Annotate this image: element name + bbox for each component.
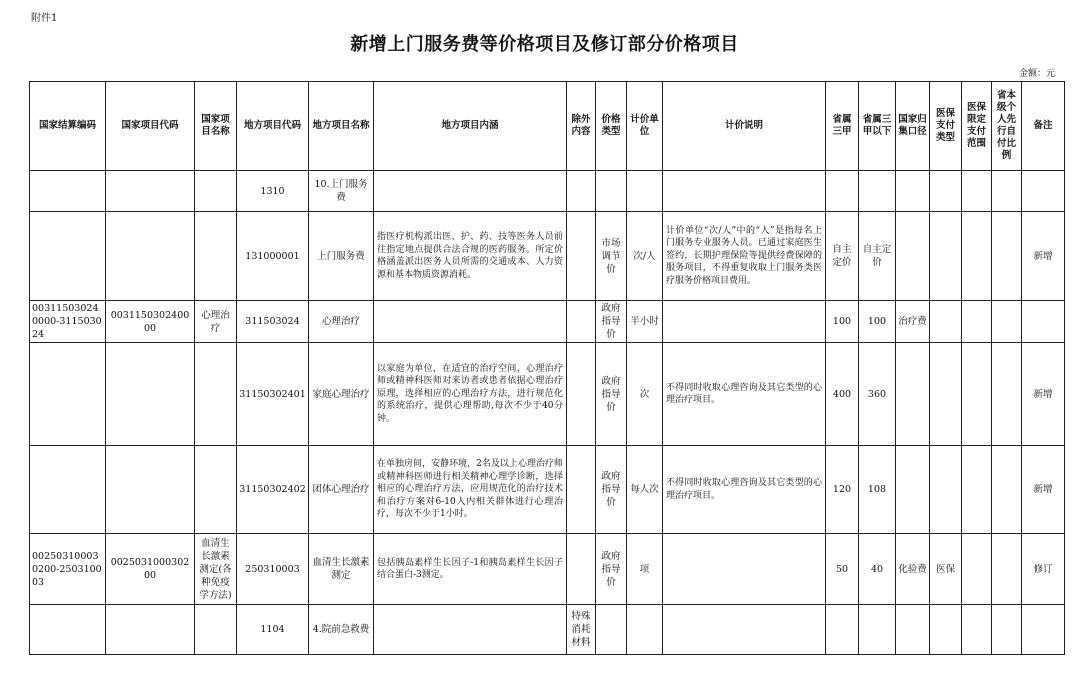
cell-national-code: 003115030240000 xyxy=(106,301,195,343)
header-insurance-type: 医保支付类型 xyxy=(930,82,962,171)
cell-exclusions xyxy=(567,171,596,212)
cell-self-pay xyxy=(992,171,1022,212)
cell-notes: 不得同时收取心理咨询及其它类型的心理治疗项目。 xyxy=(663,343,826,446)
cell-content: 指医疗机构派出医、护、药、技等医务人员前往指定地点提供合法合规的医药服务。所定价格涵盖派出医务人员所需的交通成本、人力资源和基本物质资源消耗。 xyxy=(374,212,567,301)
table-row xyxy=(30,212,1065,301)
cell-category: 化验费 xyxy=(896,534,930,605)
cell-category xyxy=(896,343,930,446)
cell-local-code: 250310003 xyxy=(237,534,309,605)
cell-settlement-code xyxy=(30,212,106,301)
header-self-pay-ratio: 省本级个人先行自付比例 xyxy=(992,82,1022,171)
cell-insurance-limit xyxy=(962,343,992,446)
table-row xyxy=(30,605,1065,655)
cell-local-name: 4.院前急救费 xyxy=(309,605,374,655)
cell-insurance xyxy=(930,171,962,212)
cell-national-name: 血清生长激素测定(各种免疫学方法) xyxy=(195,534,237,605)
table-row xyxy=(30,343,1065,446)
cell-settlement-code xyxy=(30,343,106,446)
cell-price-type: 市场调节价 xyxy=(596,212,627,301)
cell-price-type xyxy=(596,171,627,212)
cell-tier3a xyxy=(826,171,859,212)
cell-below: 360 xyxy=(859,343,896,446)
cell-settlement-code: 002503100030200-250310003 xyxy=(30,534,106,605)
cell-self-pay xyxy=(992,605,1022,655)
cell-unit: 每人次 xyxy=(627,446,663,534)
cell-local-code: 311503024 xyxy=(237,301,309,343)
table-row xyxy=(30,534,1065,605)
cell-notes xyxy=(663,534,826,605)
cell-tier3a: 100 xyxy=(826,301,859,343)
cell-price-type: 政府指导价 xyxy=(596,534,627,605)
cell-below: 100 xyxy=(859,301,896,343)
cell-exclusions xyxy=(567,534,596,605)
header-price-type: 价格类型 xyxy=(596,82,627,171)
cell-notes: 计价单位“次/人”中的“人”是指每名上门服务专业服务人员。已通过家庭医生签约，长期护理保险等提供经费保障的服务项目，不得重复收取上门服务类医疗服务价格项目费用。 xyxy=(663,212,826,301)
cell-content xyxy=(374,171,567,212)
cell-remark: 新增 xyxy=(1022,446,1065,534)
cell-local-code: 1310 xyxy=(237,171,309,212)
cell-settlement-code xyxy=(30,446,106,534)
cell-settlement-code xyxy=(30,171,106,212)
cell-exclusions: 特殊消耗材料 xyxy=(567,605,596,655)
cell-self-pay xyxy=(992,212,1022,301)
cell-tier3a: 50 xyxy=(826,534,859,605)
cell-below: 自主定价 xyxy=(859,212,896,301)
cell-unit: 次/人 xyxy=(627,212,663,301)
cell-price-type: 政府指导价 xyxy=(596,446,627,534)
cell-notes xyxy=(663,605,826,655)
cell-insurance xyxy=(930,212,962,301)
cell-below xyxy=(859,171,896,212)
cell-insurance: 医保 xyxy=(930,534,962,605)
cell-category xyxy=(896,446,930,534)
cell-content xyxy=(374,301,567,343)
cell-notes xyxy=(663,301,826,343)
cell-insurance-limit xyxy=(962,534,992,605)
cell-insurance xyxy=(930,301,962,343)
cell-local-name: 家庭心理治疗 xyxy=(309,343,374,446)
price-table xyxy=(29,81,1065,655)
cell-settlement-code xyxy=(30,605,106,655)
header-national-item-name: 国家项目名称 xyxy=(195,82,237,171)
cell-national-code xyxy=(106,171,195,212)
cell-tier3a xyxy=(826,605,859,655)
header-prov-below: 省属三甲以下 xyxy=(859,82,896,171)
table-row xyxy=(30,301,1065,343)
cell-below xyxy=(859,605,896,655)
cell-notes: 不得同时收取心理咨询及其它类型的心理治疗项目。 xyxy=(663,446,826,534)
cell-remark xyxy=(1022,301,1065,343)
cell-content: 包括胰岛素样生长因子-1和胰岛素样生长因子结合蛋白-3测定。 xyxy=(374,534,567,605)
cell-insurance xyxy=(930,605,962,655)
cell-local-name: 血清生长激素测定 xyxy=(309,534,374,605)
header-row xyxy=(30,82,1065,171)
cell-national-name: 心理治疗 xyxy=(195,301,237,343)
cell-unit: 半小时 xyxy=(627,301,663,343)
header-remarks: 备注 xyxy=(1022,82,1065,171)
header-local-item-content: 地方项目内涵 xyxy=(374,82,567,171)
cell-national-name xyxy=(195,343,237,446)
cell-self-pay xyxy=(992,534,1022,605)
cell-category xyxy=(896,605,930,655)
header-insurance-limit: 医保限定支付范围 xyxy=(962,82,992,171)
header-pricing-unit: 计价单位 xyxy=(627,82,663,171)
header-prov-tier3a: 省属三甲 xyxy=(826,82,859,171)
header-national-settlement-code: 国家结算编码 xyxy=(30,82,106,171)
cell-settlement-code: 003115030240000-311503024 xyxy=(30,301,106,343)
cell-national-code xyxy=(106,605,195,655)
cell-remark xyxy=(1022,605,1065,655)
cell-national-name xyxy=(195,212,237,301)
cell-local-code: 131000001 xyxy=(237,212,309,301)
cell-local-name: 团体心理治疗 xyxy=(309,446,374,534)
cell-exclusions xyxy=(567,212,596,301)
cell-insurance-limit xyxy=(962,171,992,212)
cell-category: 治疗费 xyxy=(896,301,930,343)
cell-local-code: 1104 xyxy=(237,605,309,655)
header-national-category: 国家归集口径 xyxy=(896,82,930,171)
cell-local-name: 心理治疗 xyxy=(309,301,374,343)
cell-self-pay xyxy=(992,446,1022,534)
cell-remark: 新增 xyxy=(1022,212,1065,301)
cell-insurance-limit xyxy=(962,212,992,301)
cell-self-pay xyxy=(992,343,1022,446)
cell-insurance xyxy=(930,446,962,534)
cell-content: 以家庭为单位，在适宜的治疗空间，心理治疗师或精神科医师对来访者或患者依据心理治疗原理，选择相应的心理治疗方法，进行规范化的系统治疗，提供心理帮助,每次不少于40分钟。 xyxy=(374,343,567,446)
cell-price-type xyxy=(596,605,627,655)
cell-content: 在单独房间，安静环境，2名及以上心理治疗师或精神科医师进行相关精神心理学诊断，选择相应的心理治疗方法，应用规范化的治疗技术和治疗方案对6-10人内相关群体进行心理治疗，每次不少于1小时。 xyxy=(374,446,567,534)
cell-national-code xyxy=(106,212,195,301)
cell-national-name xyxy=(195,171,237,212)
cell-tier3a: 120 xyxy=(826,446,859,534)
header-pricing-notes: 计价说明 xyxy=(663,82,826,171)
cell-insurance-limit xyxy=(962,301,992,343)
cell-local-name: 上门服务费 xyxy=(309,212,374,301)
cell-exclusions xyxy=(567,446,596,534)
cell-exclusions xyxy=(567,343,596,446)
attachment-label: 附件1 xyxy=(31,13,58,24)
header-national-item-code: 国家项目代码 xyxy=(106,82,195,171)
cell-insurance xyxy=(930,343,962,446)
cell-insurance-limit xyxy=(962,446,992,534)
cell-unit: 项 xyxy=(627,534,663,605)
cell-category xyxy=(896,212,930,301)
cell-category xyxy=(896,171,930,212)
cell-unit: 次 xyxy=(627,343,663,446)
cell-national-name xyxy=(195,605,237,655)
cell-local-name: 10.上门服务费 xyxy=(309,171,374,212)
cell-unit xyxy=(627,171,663,212)
cell-national-code: 002503100030200 xyxy=(106,534,195,605)
unit-note: 金额：元 xyxy=(1018,69,1055,79)
cell-national-name xyxy=(195,446,237,534)
cell-price-type: 政府指导价 xyxy=(596,343,627,446)
table-row xyxy=(30,446,1065,534)
cell-notes xyxy=(663,171,826,212)
cell-remark xyxy=(1022,171,1065,212)
cell-local-code: 31150302401 xyxy=(237,343,309,446)
cell-insurance-limit xyxy=(962,605,992,655)
cell-self-pay xyxy=(992,301,1022,343)
header-exclusions: 除外内容 xyxy=(567,82,596,171)
cell-tier3a: 自主定价 xyxy=(826,212,859,301)
header-local-item-name: 地方项目名称 xyxy=(309,82,374,171)
page-title: 新增上门服务费等价格项目及修订部分价格项目 xyxy=(350,34,739,55)
cell-price-type: 政府指导价 xyxy=(596,301,627,343)
cell-below: 40 xyxy=(859,534,896,605)
cell-content xyxy=(374,605,567,655)
cell-tier3a: 400 xyxy=(826,343,859,446)
cell-national-code xyxy=(106,343,195,446)
cell-remark: 修订 xyxy=(1022,534,1065,605)
cell-remark: 新增 xyxy=(1022,343,1065,446)
cell-below: 108 xyxy=(859,446,896,534)
cell-local-code: 31150302402 xyxy=(237,446,309,534)
cell-unit xyxy=(627,605,663,655)
header-local-item-code: 地方项目代码 xyxy=(237,82,309,171)
cell-exclusions xyxy=(567,301,596,343)
table-row xyxy=(30,171,1065,212)
cell-national-code xyxy=(106,446,195,534)
